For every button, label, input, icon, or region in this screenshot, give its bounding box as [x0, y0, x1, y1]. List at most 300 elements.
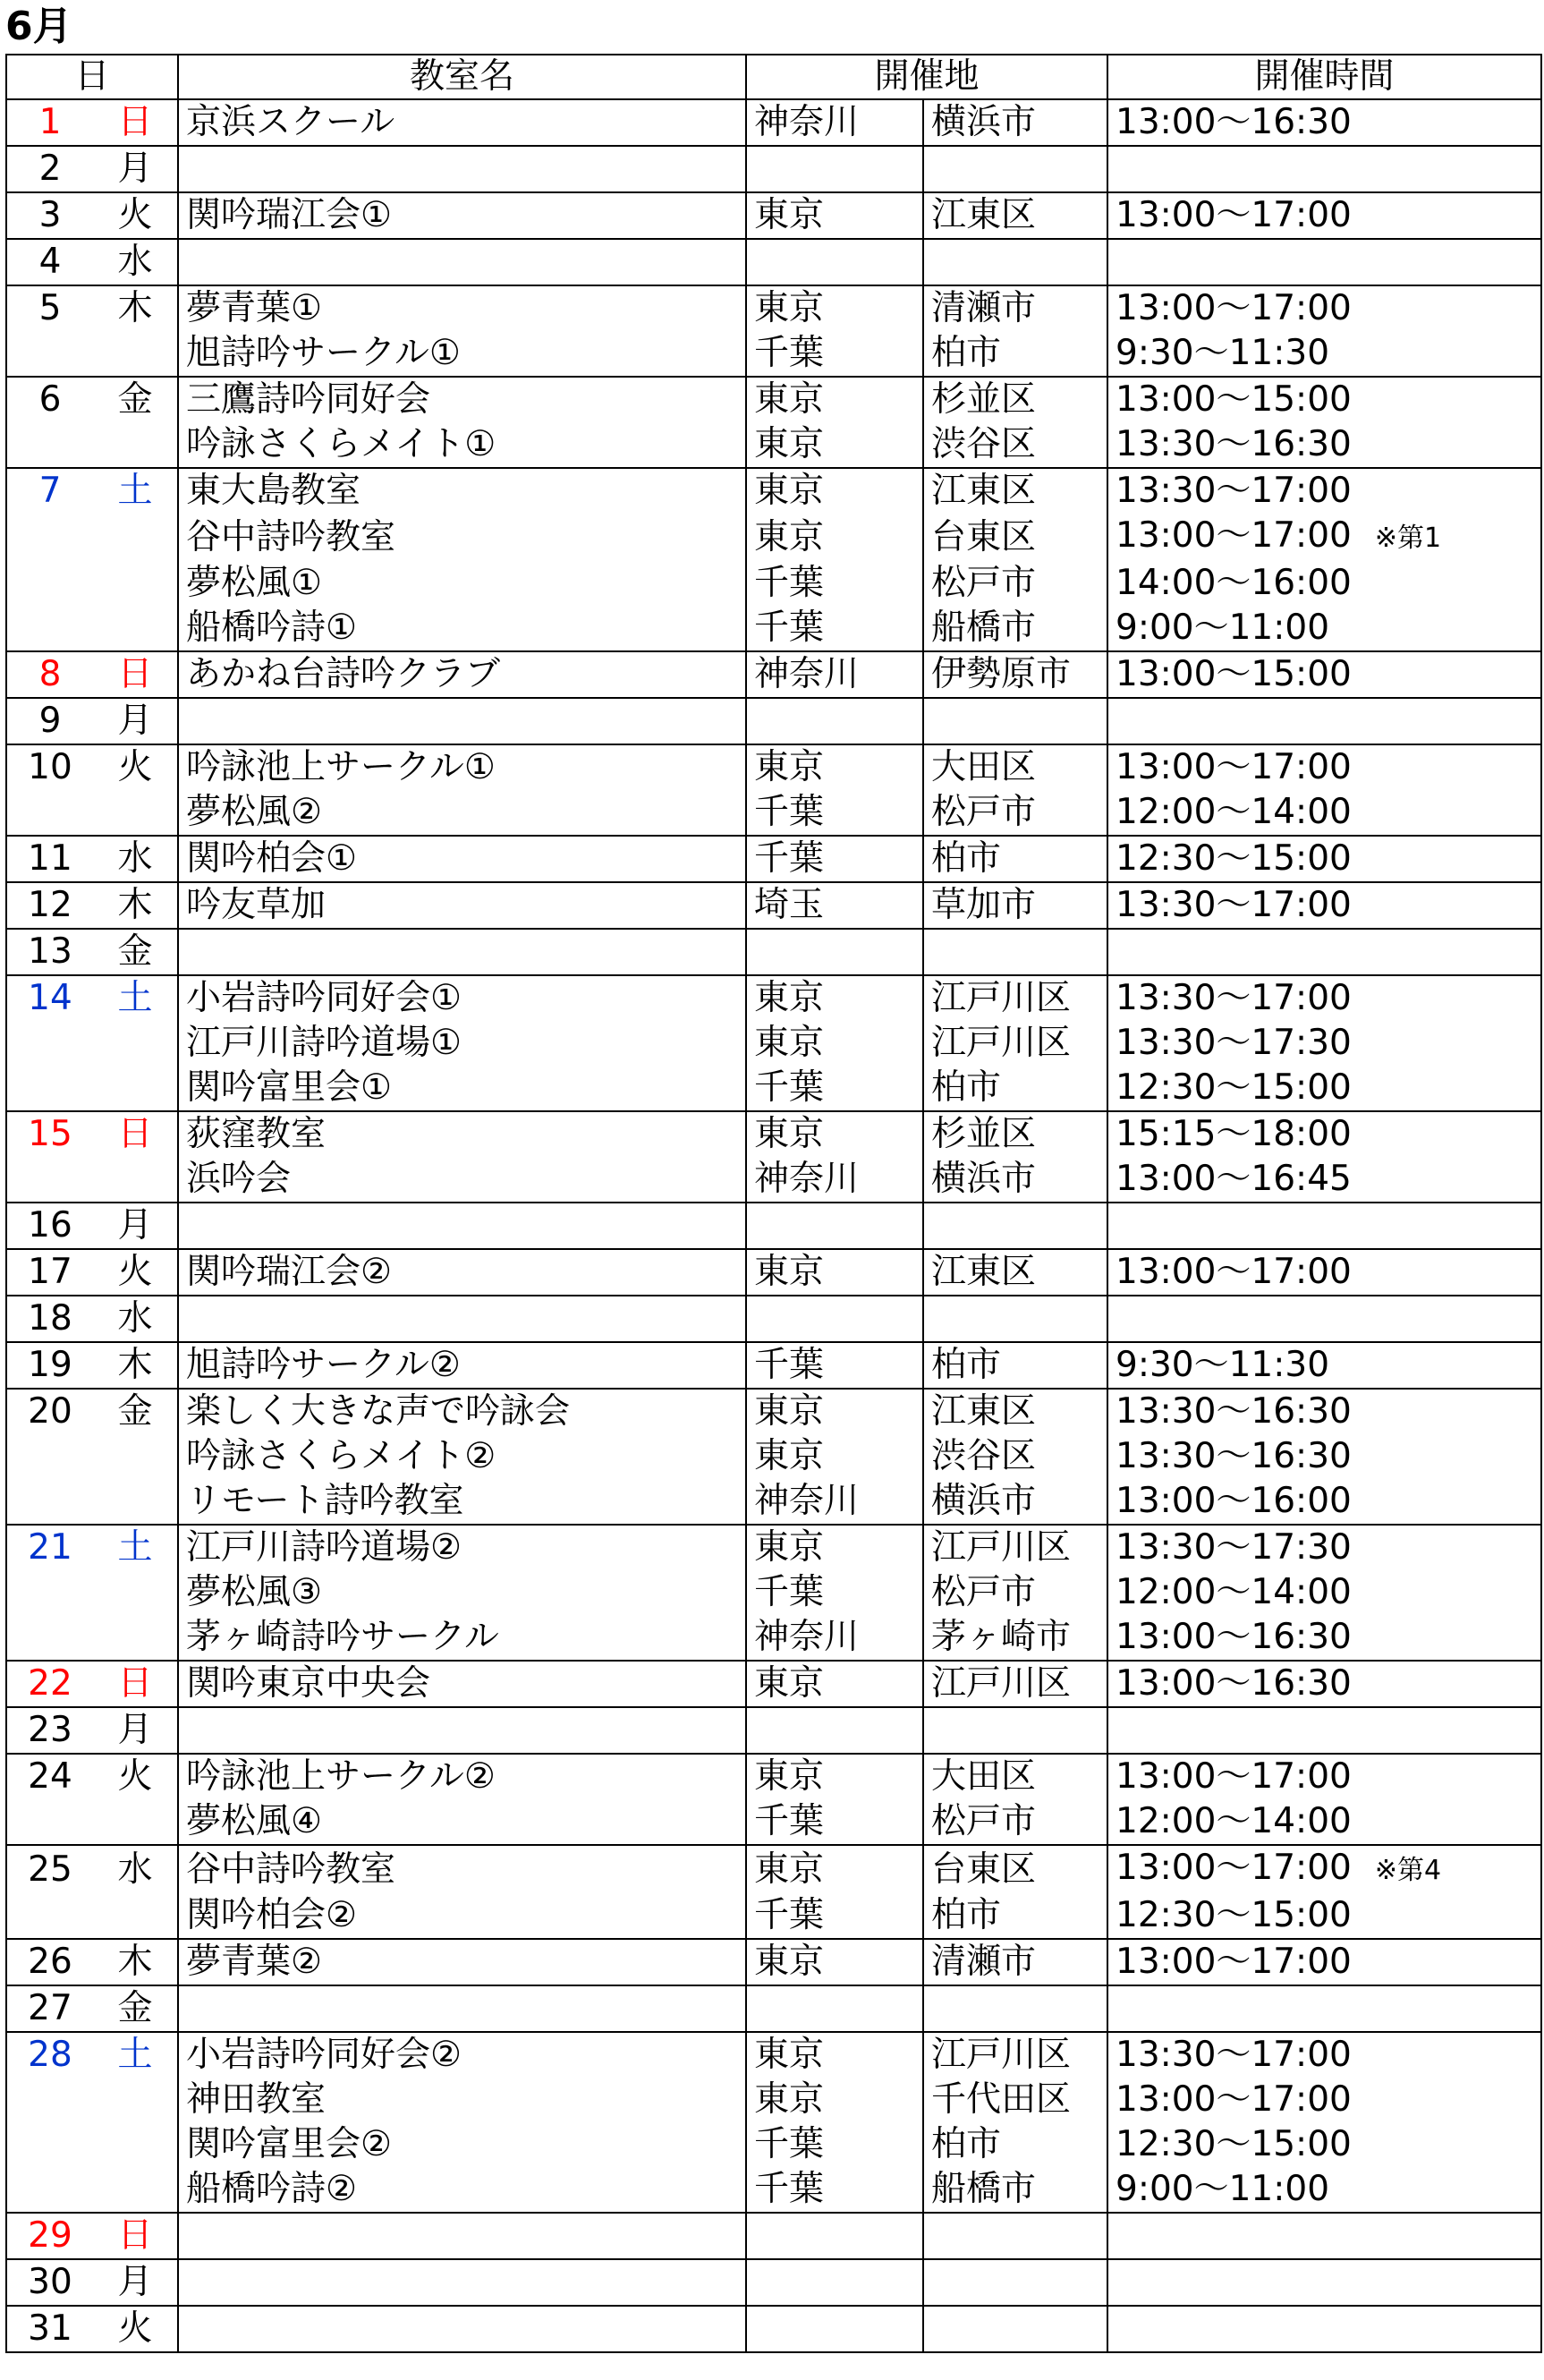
event-time-cell	[1107, 1570, 1541, 1615]
table-row	[6, 882, 1541, 929]
class-name: 江戸川詩吟道場①	[178, 1021, 746, 1066]
day-number: 18	[6, 1296, 93, 1342]
event-time-cell	[1107, 1939, 1541, 1985]
day-number: 9	[6, 698, 93, 744]
class-name: 吟詠池上サークル②	[178, 1754, 746, 1799]
event-time: 13:00～17:00	[1116, 195, 1352, 235]
event-time: 15:15～18:00	[1116, 1114, 1352, 1154]
venue-city: 江東区	[923, 1249, 1107, 1296]
venue-prefecture: 千葉	[746, 606, 923, 651]
class-name	[178, 2306, 746, 2352]
day-number	[6, 1893, 93, 1939]
table-row	[6, 1389, 1541, 1434]
table-row	[6, 790, 1541, 836]
table-row	[6, 1157, 1541, 1203]
venue-city: 大田区	[923, 744, 1107, 790]
weekday	[93, 1021, 178, 1066]
event-time: 13:30～16:30	[1116, 1436, 1352, 1476]
venue-prefecture: 東京	[746, 1021, 923, 1066]
day-number	[6, 790, 93, 836]
class-name: 夢松風②	[178, 790, 746, 836]
day-number	[6, 1615, 93, 1661]
venue-city	[923, 698, 1107, 744]
weekday	[93, 2078, 178, 2122]
venue-prefecture: 東京	[746, 1754, 923, 1799]
venue-city: 茅ヶ崎市	[923, 1615, 1107, 1661]
table-row	[6, 146, 1541, 192]
venue-city: 台東区	[923, 514, 1107, 561]
class-name: 吟詠さくらメイト①	[178, 422, 746, 468]
venue-prefecture: 東京	[746, 975, 923, 1021]
venue-prefecture	[746, 929, 923, 975]
venue-prefecture: 神奈川	[746, 1157, 923, 1203]
day-number: 12	[6, 882, 93, 929]
weekday	[93, 1434, 178, 1479]
venue-prefecture: 東京	[746, 514, 923, 561]
class-name: 関吟柏会②	[178, 1893, 746, 1939]
weekday	[93, 1066, 178, 1111]
event-time: 9:30～11:30	[1116, 333, 1330, 373]
venue-city: 渋谷区	[923, 1434, 1107, 1479]
venue-prefecture: 東京	[746, 1939, 923, 1985]
venue-city: 横浜市	[923, 1479, 1107, 1525]
table-row	[6, 2122, 1541, 2167]
day-number: 8	[6, 651, 93, 698]
event-time: 13:30～17:00	[1116, 471, 1352, 511]
event-time-cell	[1107, 1845, 1541, 1893]
day-number	[6, 422, 93, 468]
day-number: 13	[6, 929, 93, 975]
venue-prefecture: 千葉	[746, 1799, 923, 1845]
venue-prefecture: 神奈川	[746, 99, 923, 146]
venue-prefecture	[746, 1707, 923, 1754]
event-time: 13:30～17:30	[1116, 1527, 1352, 1568]
class-name: 関吟東京中央会	[178, 1661, 746, 1707]
weekday	[93, 790, 178, 836]
class-name: 関吟富里会②	[178, 2122, 746, 2167]
class-name: 小岩詩吟同好会②	[178, 2032, 746, 2078]
weekday: 日	[93, 651, 178, 698]
header-class-name: 教室名	[178, 55, 746, 99]
venue-prefecture: 千葉	[746, 1570, 923, 1615]
venue-city	[923, 146, 1107, 192]
class-name: 旭詩吟サークル②	[178, 1342, 746, 1389]
class-name: リモート詩吟教室	[178, 1479, 746, 1525]
venue-city: 伊勢原市	[923, 651, 1107, 698]
venue-city: 台東区	[923, 1845, 1107, 1893]
venue-prefecture: 東京	[746, 377, 923, 422]
table-row	[6, 514, 1541, 561]
table-row	[6, 1296, 1541, 1342]
weekday: 水	[93, 1296, 178, 1342]
table-row	[6, 1754, 1541, 1799]
table-row	[6, 1707, 1541, 1754]
venue-city: 草加市	[923, 882, 1107, 929]
class-name: 楽しく大きな声で吟詠会	[178, 1389, 746, 1434]
venue-prefecture	[746, 1203, 923, 1249]
event-time-cell	[1107, 192, 1541, 239]
class-name: 関吟柏会①	[178, 836, 746, 882]
table-row	[6, 1985, 1541, 2032]
event-time-cell	[1107, 2306, 1541, 2352]
event-time-cell	[1107, 1615, 1541, 1661]
day-number	[6, 1570, 93, 1615]
weekday	[93, 1615, 178, 1661]
header-row	[6, 55, 1541, 99]
event-time: 13:00～15:00	[1116, 654, 1352, 694]
class-name: 船橋吟詩①	[178, 606, 746, 651]
weekday: 土	[93, 975, 178, 1021]
event-time-cell	[1107, 1707, 1541, 1754]
table-row	[6, 239, 1541, 285]
day-number	[6, 1479, 93, 1525]
venue-prefecture	[746, 1296, 923, 1342]
event-time: 9:30～11:30	[1116, 1345, 1330, 1385]
class-name: 東大島教室	[178, 468, 746, 514]
event-time: 13:00～17:00	[1116, 1848, 1352, 1888]
table-row	[6, 561, 1541, 606]
class-name: 関吟瑞江会②	[178, 1249, 746, 1296]
table-row	[6, 1525, 1541, 1570]
venue-prefecture	[746, 2213, 923, 2259]
venue-prefecture: 千葉	[746, 561, 923, 606]
class-name: 茅ヶ崎詩吟サークル	[178, 1615, 746, 1661]
venue-city: 江戸川区	[923, 2032, 1107, 2078]
day-number	[6, 1021, 93, 1066]
event-time-cell	[1107, 331, 1541, 377]
event-time: 13:00～17:00	[1116, 1252, 1352, 1292]
day-number: 23	[6, 1707, 93, 1754]
weekday: 木	[93, 1939, 178, 1985]
event-time-cell	[1107, 2078, 1541, 2122]
venue-prefecture: 東京	[746, 1434, 923, 1479]
event-time-cell	[1107, 468, 1541, 514]
venue-prefecture: 東京	[746, 2032, 923, 2078]
venue-city: 柏市	[923, 2122, 1107, 2167]
weekday: 火	[93, 1754, 178, 1799]
class-name: 夢松風③	[178, 1570, 746, 1615]
event-time: 13:00～16:30	[1116, 1617, 1352, 1657]
venue-prefecture: 千葉	[746, 1893, 923, 1939]
table-row	[6, 1249, 1541, 1296]
venue-prefecture	[746, 146, 923, 192]
table-row	[6, 2259, 1541, 2306]
day-number: 11	[6, 836, 93, 882]
class-name: 夢青葉①	[178, 285, 746, 331]
event-time-cell	[1107, 377, 1541, 422]
header-day: 日	[6, 55, 178, 99]
event-time-cell	[1107, 1434, 1541, 1479]
weekday	[93, 1570, 178, 1615]
day-number: 6	[6, 377, 93, 422]
venue-city	[923, 1203, 1107, 1249]
class-name	[178, 146, 746, 192]
event-note: ※第1	[1374, 523, 1442, 554]
venue-city: 杉並区	[923, 1111, 1107, 1157]
weekday: 土	[93, 1525, 178, 1570]
venue-prefecture: 東京	[746, 1249, 923, 1296]
event-time: 13:00～16:45	[1116, 1159, 1352, 1199]
venue-prefecture: 東京	[746, 1111, 923, 1157]
table-row	[6, 2213, 1541, 2259]
day-number	[6, 1066, 93, 1111]
event-time: 12:00～14:00	[1116, 1801, 1352, 1841]
day-number: 15	[6, 1111, 93, 1157]
venue-city: 江東区	[923, 1389, 1107, 1434]
venue-prefecture: 神奈川	[746, 1479, 923, 1525]
weekday: 火	[93, 744, 178, 790]
weekday: 水	[93, 239, 178, 285]
class-name: 谷中詩吟教室	[178, 1845, 746, 1893]
weekday	[93, 561, 178, 606]
class-name: 旭詩吟サークル①	[178, 331, 746, 377]
venue-city	[923, 1985, 1107, 2032]
class-name: 吟詠池上サークル①	[178, 744, 746, 790]
class-name	[178, 698, 746, 744]
venue-prefecture	[746, 1985, 923, 2032]
class-name	[178, 2259, 746, 2306]
class-name: 吟友草加	[178, 882, 746, 929]
venue-city: 横浜市	[923, 1157, 1107, 1203]
weekday: 木	[93, 285, 178, 331]
class-name	[178, 1985, 746, 2032]
day-number: 10	[6, 744, 93, 790]
day-number: 3	[6, 192, 93, 239]
venue-prefecture: 埼玉	[746, 882, 923, 929]
venue-prefecture: 千葉	[746, 331, 923, 377]
class-name	[178, 1296, 746, 1342]
venue-city: 柏市	[923, 1342, 1107, 1389]
table-row	[6, 1939, 1541, 1985]
day-number: 31	[6, 2306, 93, 2352]
class-name: 江戸川詩吟道場②	[178, 1525, 746, 1570]
event-time-cell	[1107, 2032, 1541, 2078]
class-name: 夢松風①	[178, 561, 746, 606]
table-row	[6, 1479, 1541, 1525]
weekday	[93, 1799, 178, 1845]
table-row	[6, 1066, 1541, 1111]
table-row	[6, 377, 1541, 422]
event-time-cell	[1107, 1985, 1541, 2032]
day-number	[6, 1799, 93, 1845]
event-time: 9:00～11:00	[1116, 608, 1330, 648]
event-time-cell	[1107, 1203, 1541, 1249]
table-row	[6, 1661, 1541, 1707]
venue-prefecture: 神奈川	[746, 1615, 923, 1661]
venue-city: 松戸市	[923, 561, 1107, 606]
event-time: 14:00～16:00	[1116, 563, 1352, 603]
event-time-cell	[1107, 698, 1541, 744]
weekday: 土	[93, 2032, 178, 2078]
event-time-cell	[1107, 99, 1541, 146]
day-number	[6, 561, 93, 606]
venue-prefecture: 千葉	[746, 2122, 923, 2167]
weekday	[93, 514, 178, 561]
event-time-cell	[1107, 1066, 1541, 1111]
page-title: 6月	[5, 4, 72, 49]
table-row	[6, 422, 1541, 468]
weekday: 金	[93, 929, 178, 975]
event-time: 12:30～15:00	[1116, 1895, 1352, 1935]
venue-city: 江戸川区	[923, 1525, 1107, 1570]
venue-prefecture: 東京	[746, 468, 923, 514]
weekday: 月	[93, 1203, 178, 1249]
event-time: 12:00～14:00	[1116, 792, 1352, 832]
class-name	[178, 1707, 746, 1754]
weekday: 水	[93, 1845, 178, 1893]
weekday: 火	[93, 192, 178, 239]
event-time-cell	[1107, 422, 1541, 468]
venue-prefecture: 東京	[746, 285, 923, 331]
table-row	[6, 1434, 1541, 1479]
day-number: 5	[6, 285, 93, 331]
class-name: 夢青葉②	[178, 1939, 746, 1985]
header-venue: 開催地	[746, 55, 1107, 99]
venue-city: 江東区	[923, 192, 1107, 239]
event-time: 13:00～16:30	[1116, 102, 1352, 142]
weekday: 火	[93, 2306, 178, 2352]
class-name: 荻窪教室	[178, 1111, 746, 1157]
venue-city: 柏市	[923, 331, 1107, 377]
table-row	[6, 929, 1541, 975]
table-row	[6, 1021, 1541, 1066]
day-number: 16	[6, 1203, 93, 1249]
event-time-cell	[1107, 1389, 1541, 1434]
weekday: 火	[93, 1249, 178, 1296]
event-time-cell	[1107, 651, 1541, 698]
weekday	[93, 1479, 178, 1525]
day-number: 30	[6, 2259, 93, 2306]
class-name: 小岩詩吟同好会①	[178, 975, 746, 1021]
schedule-body	[6, 99, 1541, 2352]
venue-city	[923, 1296, 1107, 1342]
day-number: 25	[6, 1845, 93, 1893]
weekday	[93, 606, 178, 651]
table-row	[6, 1893, 1541, 1939]
class-name	[178, 2213, 746, 2259]
venue-city	[923, 1707, 1107, 1754]
weekday	[93, 1893, 178, 1939]
event-time-cell	[1107, 1249, 1541, 1296]
day-number: 20	[6, 1389, 93, 1434]
venue-prefecture: 千葉	[746, 836, 923, 882]
venue-city	[923, 2259, 1107, 2306]
day-number: 24	[6, 1754, 93, 1799]
day-number: 19	[6, 1342, 93, 1389]
event-time-cell	[1107, 1754, 1541, 1799]
event-time-cell	[1107, 1296, 1541, 1342]
venue-prefecture: 東京	[746, 744, 923, 790]
venue-city: 江戸川区	[923, 975, 1107, 1021]
table-row	[6, 1845, 1541, 1893]
day-number: 17	[6, 1249, 93, 1296]
weekday: 月	[93, 1707, 178, 1754]
venue-city: 柏市	[923, 1893, 1107, 1939]
day-number: 1	[6, 99, 93, 146]
venue-city: 渋谷区	[923, 422, 1107, 468]
day-number: 4	[6, 239, 93, 285]
day-number: 29	[6, 2213, 93, 2259]
event-time-cell	[1107, 606, 1541, 651]
table-row	[6, 285, 1541, 331]
event-time-cell	[1107, 1799, 1541, 1845]
venue-city: 杉並区	[923, 377, 1107, 422]
venue-prefecture: 東京	[746, 1525, 923, 1570]
venue-city	[923, 239, 1107, 285]
venue-city: 柏市	[923, 836, 1107, 882]
event-time-cell	[1107, 1525, 1541, 1570]
venue-city: 千代田区	[923, 2078, 1107, 2122]
class-name: 関吟富里会①	[178, 1066, 746, 1111]
event-time-cell	[1107, 1342, 1541, 1389]
event-time: 13:00～15:00	[1116, 379, 1352, 420]
day-number: 22	[6, 1661, 93, 1707]
weekday: 土	[93, 468, 178, 514]
venue-prefecture: 千葉	[746, 1066, 923, 1111]
event-time-cell	[1107, 882, 1541, 929]
event-time: 13:00～16:30	[1116, 1663, 1352, 1704]
event-time: 13:00～17:00	[1116, 515, 1352, 556]
event-time: 13:00～17:00	[1116, 1756, 1352, 1797]
table-row	[6, 331, 1541, 377]
weekday	[93, 1157, 178, 1203]
weekday: 木	[93, 1342, 178, 1389]
event-time-cell	[1107, 790, 1541, 836]
venue-city: 柏市	[923, 1066, 1107, 1111]
weekday: 日	[93, 1111, 178, 1157]
venue-city: 横浜市	[923, 99, 1107, 146]
venue-prefecture: 千葉	[746, 2167, 923, 2213]
event-time-cell	[1107, 836, 1541, 882]
class-name: 谷中詩吟教室	[178, 514, 746, 561]
day-number: 26	[6, 1939, 93, 1985]
weekday: 日	[93, 99, 178, 146]
venue-prefecture: 千葉	[746, 790, 923, 836]
venue-city: 松戸市	[923, 790, 1107, 836]
weekday: 月	[93, 2259, 178, 2306]
venue-city: 松戸市	[923, 1570, 1107, 1615]
day-number	[6, 2078, 93, 2122]
table-row	[6, 836, 1541, 882]
class-name: 神田教室	[178, 2078, 746, 2122]
table-row	[6, 1799, 1541, 1845]
venue-city: 大田区	[923, 1754, 1107, 1799]
event-time-cell	[1107, 1479, 1541, 1525]
day-number	[6, 514, 93, 561]
table-row	[6, 1570, 1541, 1615]
weekday: 金	[93, 1985, 178, 2032]
table-row	[6, 651, 1541, 698]
event-time: 13:30～16:30	[1116, 424, 1352, 464]
event-time-cell	[1107, 239, 1541, 285]
event-time: 13:30～17:00	[1116, 885, 1352, 925]
weekday	[93, 2122, 178, 2167]
table-row	[6, 2032, 1541, 2078]
table-row	[6, 1111, 1541, 1157]
event-time: 12:30～15:00	[1116, 838, 1352, 879]
event-time-cell	[1107, 1021, 1541, 1066]
venue-city	[923, 2213, 1107, 2259]
event-time-cell	[1107, 975, 1541, 1021]
event-time: 13:30～17:00	[1116, 2035, 1352, 2075]
class-name	[178, 239, 746, 285]
event-time-cell	[1107, 744, 1541, 790]
event-time: 12:30～15:00	[1116, 1067, 1352, 1108]
event-time-cell	[1107, 2122, 1541, 2167]
venue-city: 船橋市	[923, 2167, 1107, 2213]
venue-prefecture: 東京	[746, 1661, 923, 1707]
venue-city: 江東区	[923, 468, 1107, 514]
